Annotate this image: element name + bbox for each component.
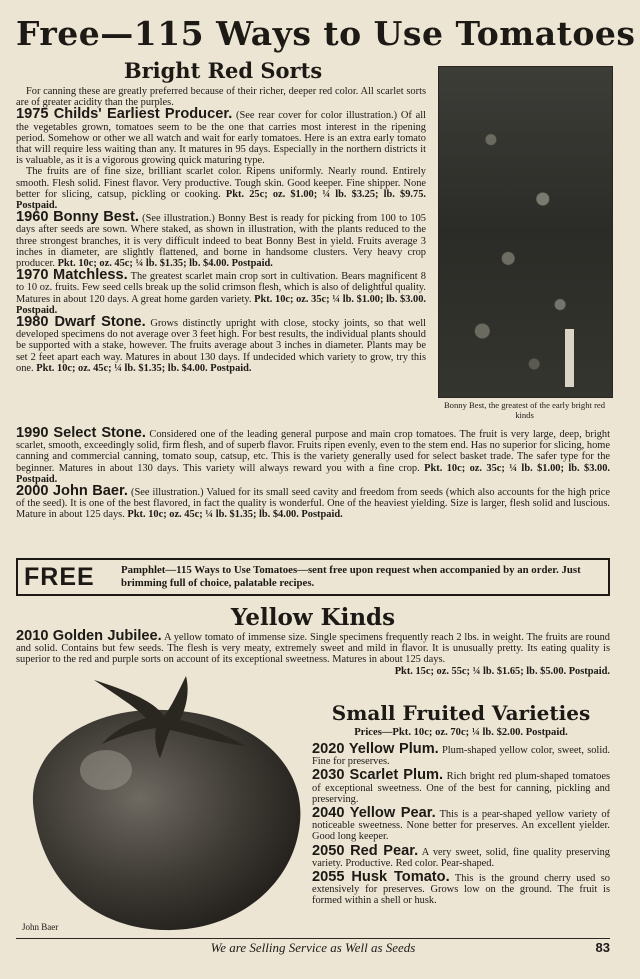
variety-name-1970: 1970 Matchless. xyxy=(16,267,128,284)
bright-red-heading: Bright Red Sorts xyxy=(123,58,323,83)
variety-desc-2050: A very sweet, solid, fine quality preserving variety. Productive. Red color. Pear-shaped. xyxy=(312,846,610,869)
variety-desc-1975-cont: The fruits are of fine size, brilliant scarlet color. Ripens uniformly. Nearly round. Entirely smooth. Flesh solid. Finest flavor. Very productive. Tough skin. Good keeper. Fine shipper. None better for slicing, catsup, pickling or cooking. xyxy=(16,166,426,200)
yellow-kinds-section xyxy=(16,628,610,677)
page-title: Free—115 Ways to Use Tomatoes xyxy=(16,14,636,53)
variety-desc-2020: Plum-shaped yellow color, sweet, solid. Fine for preserves. xyxy=(312,745,610,768)
variety-name-2030: 2030 Scarlet Plum. xyxy=(312,767,444,784)
free-label: FREE xyxy=(24,563,95,591)
free-pamphlet-text: Pamphlet—115 Ways to Use Tomatoes—sent free upon request when accompanied by an order. Just brimming full of choice, palatable recipes. xyxy=(121,564,581,589)
variety-name-2040: 2040 Yellow Pear. xyxy=(312,805,436,822)
yellow-kinds-heading: Yellow Kinds xyxy=(230,604,396,631)
small-fruited-heading: Small Fruited Varieties xyxy=(331,701,591,725)
variety-price-1960: Pkt. 10c; oz. 45c; ¼ lb. $1.35; lb. $4.00. Postpaid. xyxy=(57,258,273,270)
free-pamphlet-box xyxy=(16,558,610,596)
full-width-entries xyxy=(16,425,610,521)
footer xyxy=(16,940,610,958)
variety-desc-2030: Rich bright red plum-shaped tomatoes of exceptional sweetness. One of the best for canning, pickling and preserving. xyxy=(312,771,610,805)
variety-desc-1960: (See illustration.) Bonny Best is ready for picking from 100 to 105 days after seeds are sown. Where staked, as shown in illustration, with the plants reduced to the three strongest branches, it is very difficult indeed to beat Bonny Best in yield. Fruits average 3 inches in diameter, are slightly flattened, and borne in handsome clusters. Very heavy crop producer. xyxy=(16,213,426,270)
variety-desc-1970: The greatest scarlet main crop sort in cultivation. Bears magnificent 8 to 10 oz. fruits. Few seed cells break up the solid crimson flesh, which is also of delightful quality. Matures in about 120 days. A great home garden variety. xyxy=(16,271,426,305)
small-fruited-prices: Prices—Pkt. 10c; oz. 70c; ¼ lb. $2.00. Postpaid. xyxy=(354,727,568,738)
variety-desc-2010: A yellow tomato of immense size. Single specimens frequently reach 2 lbs. in weight. The fruits are round and solid. Contains but few seeds. The flesh is very meaty, extremely sweet and mild in flavor. It is unusually pretty. Its eating quality is superior to the red and purple sorts on account of its exceptional sweetness. Matures in about 125 days. xyxy=(16,632,610,666)
footer-slogan: We are Selling Service as Well as Seeds xyxy=(210,940,416,955)
plant-stake-label xyxy=(565,329,574,387)
tomato-caption: John Baer xyxy=(22,922,59,932)
variety-price-1975: Pkt. 25c; oz. $1.00; ¼ lb. $3.25; lb. $9.75. Postpaid. xyxy=(16,188,426,212)
bonny-best-photo xyxy=(438,66,613,398)
variety-price-1980: Pkt. 10c; oz. 45c; ¼ lb. $1.35; lb. $4.00. Postpaid. xyxy=(36,362,252,374)
variety-desc-1980: Grows distinctly upright with close, stocky joints, so that well developed specimens do not average over 3 feet high. For best results, the individual plants should be supported with a stake, however. The fruits average about 3 inches in diameter. Plants may be set 2 feet apart each way. Matures in about 130 days. If undecided which variety to grow, try this one. xyxy=(16,318,426,374)
variety-desc-2000: (See illustration.) Valued for its small seed cavity and freedom from seeds (which also accounts for the high price of the seed). It is one of the best flavored, in fact the quality is wonderful. One of the heaviest yielding. Size is larger, flesh solid and luscious. Mature in about 125 days. xyxy=(16,487,610,521)
variety-name-1960: 1960 Bonny Best. xyxy=(16,209,139,226)
variety-price-2010: Pkt. 15c; oz. 55c; ¼ lb. $1.65; lb. $5.00. Postpaid. xyxy=(394,665,610,677)
variety-name-1975: 1975 Childs' Earliest Producer. xyxy=(16,106,233,123)
footer-rule xyxy=(16,938,610,939)
bright-red-intro: For canning these are greatly preferred because of their richer, deeper red color. All scarlet sorts are of greater acidity than the purples. xyxy=(16,86,426,109)
john-baer-tomato-illustration xyxy=(14,672,308,936)
variety-desc-1990: Considered one of the leading general purpose and main crop tomatoes. The fruit is very large, deep, bright scarlet, smooth, exceedingly solid, firm flesh, and of superb flavor. Fruits ripen evenly, even to the stem end. Has no superior for slicing, home canning and commercial canning, tomato soup, catsup, etc. This is the variety generally used for select basket trade. The safer type for the beginner. Matures in about 130 days. This variety will always reward you with a fine crop. xyxy=(16,429,610,474)
variety-name-2010: 2010 Golden Jubilee. xyxy=(16,628,162,644)
photo-caption: Bonny Best, the greatest of the early bright red kinds xyxy=(443,400,606,420)
variety-desc-1975: (See rear cover for color illustration.) Of all the vegetables grown, tomatoes seem to be the one that carries most interest in the ripening period. Somehow or other we all watch and wait for early tomatoes. Here is an extra early tomato that will require less waiting than any. It matures in 95 days. Especially in the northern districts it is valuable, as it is a vigorous growing quick maturing type. xyxy=(16,110,427,167)
variety-name-2050: 2050 Red Pear. xyxy=(312,842,419,859)
variety-name-2000: 2000 John Baer. xyxy=(16,483,128,500)
variety-name-1990: 1990 Select Stone. xyxy=(16,425,146,441)
variety-name-2055: 2055 Husk Tomato. xyxy=(312,869,450,886)
tomato-body xyxy=(33,710,301,930)
page-number: 83 xyxy=(595,940,610,955)
variety-name-1980: 1980 Dwarf Stone. xyxy=(16,314,146,331)
tomato-highlight xyxy=(80,750,132,790)
variety-desc-2055: This is the ground cherry used so extensively for preserves. Grows low on the ground. The fruit is formed within a shell or husk. xyxy=(312,873,610,907)
variety-price-1970: Pkt. 10c; oz. 35c; ¼ lb. $1.00; lb. $3.00. Postpaid. xyxy=(16,293,426,316)
variety-desc-2040: This is a pear-shaped yellow variety of noticeable sweetness. None better for preserves. An excellent yielder. Good long keeper. xyxy=(312,809,610,843)
variety-price-1990: Pkt. 10c; oz. 35c; ¼ lb. $1.00; lb. $3.00. Postpaid. xyxy=(16,462,610,485)
small-fruited-section xyxy=(312,741,610,907)
variety-price-2000: Pkt. 10c; oz. 45c; ¼ lb. $1.35; lb. $4.00. Postpaid. xyxy=(127,509,343,521)
bright-red-section xyxy=(16,86,426,374)
variety-name-2020: 2020 Yellow Plum. xyxy=(312,741,439,757)
